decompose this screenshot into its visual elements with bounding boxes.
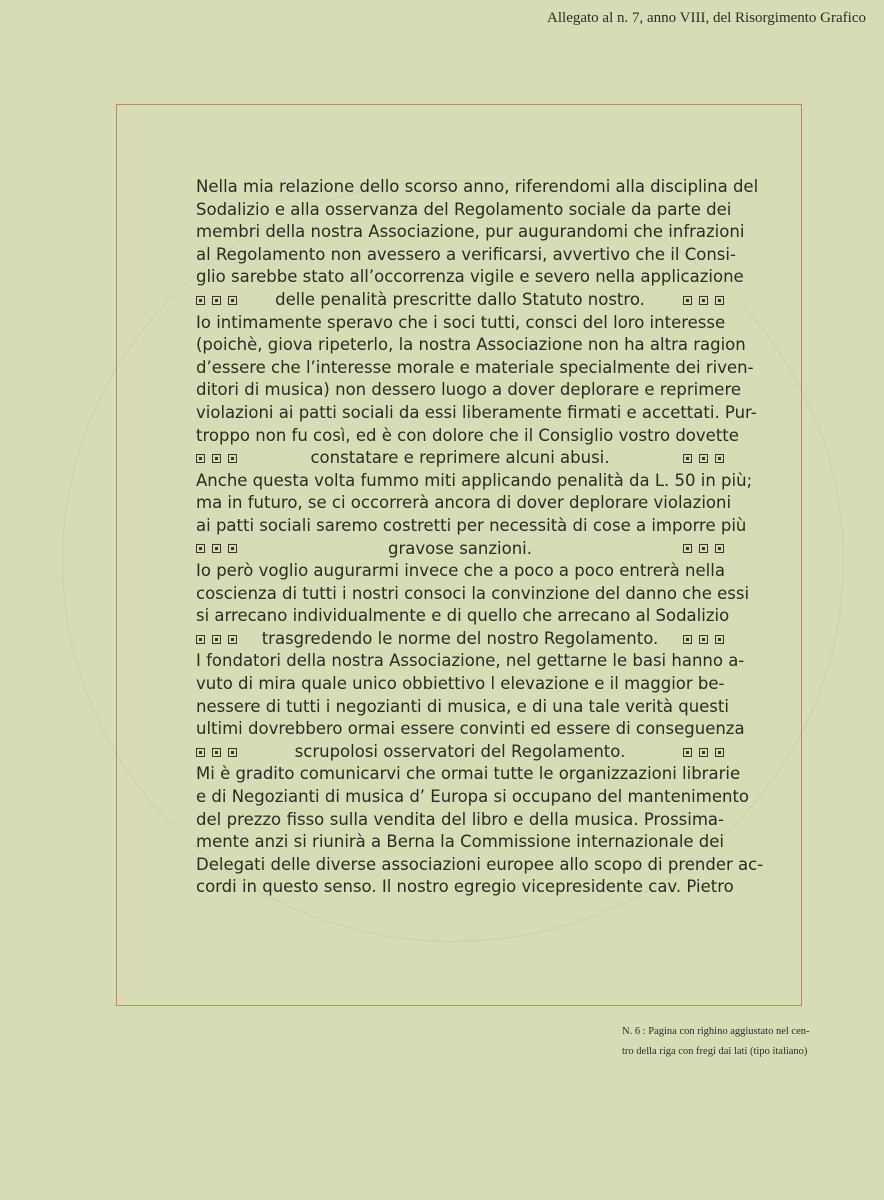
figure-caption bbox=[622, 1022, 842, 1062]
text-line: violazioni ai patti sociali da essi liberamente firmati e accettati. Pur- bbox=[196, 402, 757, 422]
square-fleuron-icon bbox=[196, 296, 205, 305]
text-line: ai patti sociali saremo costretti per necessità di cose a imporre più bbox=[196, 515, 747, 535]
square-fleuron-icon bbox=[683, 635, 692, 644]
text-line: al Regolamento non avessero a verificarsi, avvertivo che il Consi- bbox=[196, 244, 736, 264]
square-fleuron-icon bbox=[699, 748, 708, 757]
ornamented-line-text: delle penalità prescritte dallo Statuto nostro. bbox=[275, 289, 645, 309]
text-line: mente anzi si riunirà a Berna la Commissione internazionale dei bbox=[196, 832, 725, 852]
square-fleuron-icon bbox=[699, 296, 708, 305]
text-line: Sodalizio e alla osservanza del Regolamento sociale da parte dei bbox=[196, 199, 732, 219]
ornament-group bbox=[196, 296, 237, 305]
ornament-group bbox=[683, 296, 724, 305]
text-line: del prezzo fisso sulla vendita del libro e della musica. Prossima- bbox=[196, 809, 724, 829]
ornament-group bbox=[683, 454, 724, 463]
text-line: cordi in questo senso. Il nostro egregio vicepresidente cav. Pietro bbox=[196, 877, 734, 897]
body-text bbox=[196, 176, 764, 899]
square-fleuron-icon bbox=[715, 296, 724, 305]
square-fleuron-icon bbox=[683, 544, 692, 553]
text-line: Io intimamente speravo che i soci tutti, consci del loro interesse bbox=[196, 312, 726, 332]
ornamented-line-text: constatare e reprimere alcuni abusi. bbox=[310, 448, 610, 468]
text-line: Io però voglio augurarmi invece che a poco a poco entrerà nella bbox=[196, 561, 725, 581]
square-fleuron-icon bbox=[715, 544, 724, 553]
square-fleuron-icon bbox=[212, 296, 221, 305]
square-fleuron-icon bbox=[212, 635, 221, 644]
square-fleuron-icon bbox=[228, 635, 237, 644]
ornamented-line-text: scrupolosi osservatori del Regolamento. bbox=[294, 741, 626, 761]
square-fleuron-icon bbox=[212, 544, 221, 553]
square-fleuron-icon bbox=[715, 748, 724, 757]
ornament-group bbox=[683, 635, 724, 644]
square-fleuron-icon bbox=[699, 454, 708, 463]
page-header: Allegato al n. 7, anno VIII, del Risorgimento Grafico bbox=[547, 10, 866, 26]
ornamented-line bbox=[196, 538, 724, 561]
text-line: Nella mia relazione dello scorso anno, riferendomi alla disciplina del bbox=[196, 177, 759, 196]
square-fleuron-icon bbox=[715, 635, 724, 644]
square-fleuron-icon bbox=[228, 544, 237, 553]
square-fleuron-icon bbox=[683, 296, 692, 305]
square-fleuron-icon bbox=[699, 635, 708, 644]
square-fleuron-icon bbox=[715, 454, 724, 463]
text-line: nessere di tutti i negozianti di musica, e di una tale verità questi bbox=[196, 696, 729, 716]
text-line: membri della nostra Associazione, pur augurandomi che infrazioni bbox=[196, 222, 745, 242]
text-line: I fondatori della nostra Associazione, nel gettarne le basi hanno a- bbox=[196, 651, 745, 671]
text-line: d’essere che l’interesse morale e materiale specialmente dei riven- bbox=[196, 357, 754, 377]
ornament-group bbox=[683, 748, 724, 757]
ornamented-line bbox=[196, 628, 724, 651]
ornament-group bbox=[196, 454, 237, 463]
ornamented-line-text: gravose sanzioni. bbox=[387, 538, 532, 558]
square-fleuron-icon bbox=[212, 454, 221, 463]
text-line: glio sarebbe stato all’occorrenza vigile e severo nella applicazione bbox=[196, 267, 744, 287]
ornament-group bbox=[196, 748, 237, 757]
caption-line-2: tro della riga con fregi dai lati (tipo italiano) bbox=[622, 1046, 808, 1057]
text-line: Delegati delle diverse associazioni europee allo scopo di prender ac- bbox=[196, 854, 764, 874]
square-fleuron-icon bbox=[683, 748, 692, 757]
text-line: Mi è gradito comunicarvi che ormai tutte le organizzazioni librarie bbox=[196, 764, 741, 784]
square-fleuron-icon bbox=[683, 454, 692, 463]
square-fleuron-icon bbox=[212, 748, 221, 757]
square-fleuron-icon bbox=[196, 748, 205, 757]
text-line: ultimi dovrebbero ormai essere convinti ed essere di conseguenza bbox=[196, 719, 745, 739]
ornamented-line bbox=[196, 447, 724, 470]
ornament-group bbox=[196, 544, 237, 553]
text-line: e di Negozianti di musica d’ Europa si occupano del mantenimento bbox=[196, 787, 750, 807]
text-line: si arrecano individualmente e di quello che arrecano al Sodalizio bbox=[196, 606, 730, 626]
square-fleuron-icon bbox=[196, 544, 205, 553]
square-fleuron-icon bbox=[228, 748, 237, 757]
text-line: vuto di mira quale unico obbiettivo l elevazione e il maggior be- bbox=[196, 674, 725, 694]
text-line: coscienza di tutti i nostri consoci la convinzione del danno che essi bbox=[196, 583, 750, 603]
ornamented-line bbox=[196, 289, 724, 312]
square-fleuron-icon bbox=[196, 454, 205, 463]
text-line: ma in futuro, se ci occorrerà ancora di dover deplorare violazioni bbox=[196, 493, 732, 513]
ornament-group bbox=[683, 544, 724, 553]
square-fleuron-icon bbox=[228, 296, 237, 305]
caption-line-1: N. 6 : Pagina con righino aggiustato nel cen- bbox=[622, 1026, 810, 1037]
ornament-group bbox=[196, 635, 237, 644]
text-line: ditori di musica) non dessero luogo a dover deplorare e reprimere bbox=[196, 380, 742, 400]
text-line: troppo non fu così, ed è con dolore che il Consiglio vostro dovette bbox=[196, 425, 739, 445]
ornamented-line-text: trasgredendo le norme del nostro Regolamento. bbox=[261, 628, 659, 648]
text-line: Anche questa volta fummo miti applicando penalità da L. 50 in più; bbox=[196, 470, 753, 490]
square-fleuron-icon bbox=[196, 635, 205, 644]
square-fleuron-icon bbox=[699, 544, 708, 553]
text-line: (poichè, giova ripeterlo, la nostra Associazione non ha altra ragion bbox=[196, 335, 746, 355]
ornamented-line bbox=[196, 741, 724, 764]
square-fleuron-icon bbox=[228, 454, 237, 463]
